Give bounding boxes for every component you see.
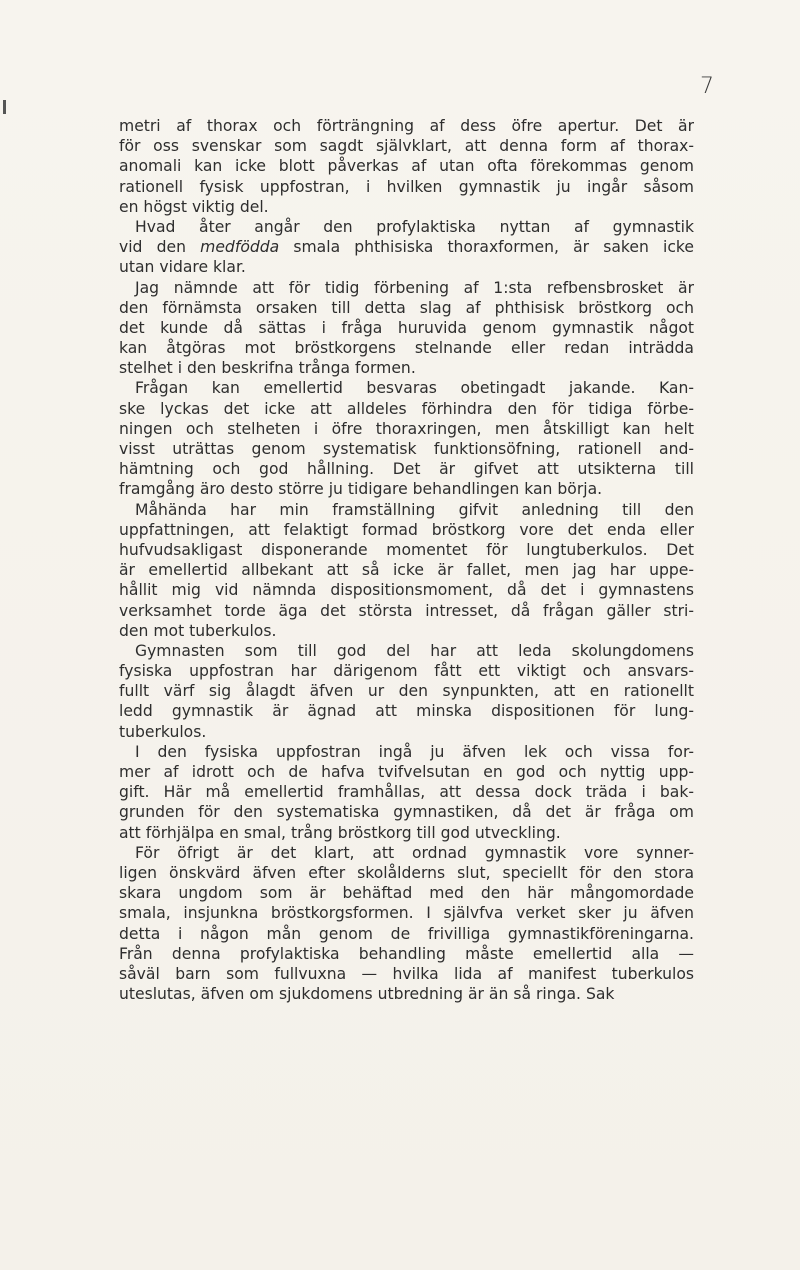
text-line: detta i någon mån genom de frivilliga gymnastikföreningarna. (119, 924, 694, 943)
text-line: ske lyckas det icke att alldeles förhindra den för tidiga förbe- (119, 399, 694, 418)
text-line: visst uträttas genom systematisk funktionsöfning, rationell and- (119, 440, 694, 458)
text-line: hållit mig vid nämnda dispositionsmoment, då det i gymnastens (119, 581, 694, 600)
text-line: Från denna profylaktiska behandling måste emellertid alla — (119, 944, 694, 963)
text-line: Gymnasten som till god del har att leda skolungdomens (135, 641, 694, 660)
text-line: fysiska uppfostran har därigenom fått ett viktigt och ansvars- (119, 662, 694, 681)
text-line: uppfattningen, att felaktigt formad bröstkorg vore det enda eller (119, 520, 694, 539)
text-line: framgång äro desto större ju tidigare behandlingen kan börja. (119, 480, 603, 499)
text-line: mer af idrott och de hafva tvifvelsutan en god och nyttig upp- (119, 763, 694, 781)
body-text (119, 116, 694, 1004)
text-line: smala, insjunkna bröstkorgsformen. I självfva verket sker ju äfven (119, 904, 694, 923)
text-line: grunden för den systematiska gymnastiken, då det är fråga om (119, 803, 694, 822)
text-line: För öfrigt är det klart, att ordnad gymnastik vore synner- (135, 843, 694, 862)
text-line: utan vidare klar. (119, 258, 246, 277)
text-line: kan åtgöras mot bröstkorgens stelnande eller redan inträdda (119, 339, 694, 358)
text-line: I den fysiska uppfostran ingå ju äfven lek och vissa for- (135, 742, 694, 761)
text-line: fullt värf sig ålagdt äfven ur den synpunkten, att en rationellt (119, 682, 694, 701)
text-line: skara ungdom som är behäftad med den här mångomordade (119, 884, 694, 903)
text-line: tuberkulos. (119, 722, 207, 741)
text-line: en högst viktig del. (119, 197, 269, 216)
text-line: det kunde då sättas i fråga huruvida genom gymnastik något (119, 318, 694, 337)
text-line: metri af thorax och förträngning af dess öfre apertur. Det är (119, 117, 694, 135)
text-line: att förhjälpa en smal, trång bröstkorg till god utveckling. (119, 823, 561, 842)
text-line (119, 237, 694, 257)
text-line: Hvad åter angår den profylaktiska nyttan af gymnastik (135, 217, 694, 236)
text-line: såväl barn som fullvuxna — hvilka lida af manifest tuberkulos (119, 964, 694, 983)
text-line: anomali kan icke blott påverkas af utan ofta förekommas genom (119, 157, 694, 176)
text-line: gift. Här må emellertid framhållas, att dessa dock träda i bak- (119, 783, 694, 802)
text-line: Jag nämnde att för tidig förbening af 1:sta refbensbrosket är (135, 278, 694, 297)
text-fragment: smala phthisiska thoraxformen, är saken icke (279, 238, 694, 257)
text-line: verksamhet torde äga det största intresset, då frågan gäller stri- (119, 601, 694, 620)
text-line: stelhet i den beskrifna trånga formen. (119, 359, 416, 378)
text-line: den mot tuberkulos. (119, 621, 277, 640)
text-line: uteslutas, äfven om sjukdomens utbredning är än så ringa. Sak (119, 985, 615, 1004)
text-fragment: vid den (119, 238, 201, 257)
text-line: den förnämsta orsaken till detta slag af phthisisk bröstkorg och (119, 298, 694, 317)
text-line: ningen och stelheten i öfre thoraxringen, men åtskilligt kan helt (119, 419, 694, 438)
text-line: för oss svenskar som sagdt självklart, att denna form af thorax- (119, 137, 694, 156)
text-line: ligen önskvärd äfven efter skolålderns slut, speciellt för den stora (119, 863, 694, 882)
page-edge-mark (3, 100, 6, 114)
text-line: Måhända har min framställning gifvit anledning till den (135, 500, 694, 519)
text-line: är emellertid allbekant att så icke är fallet, men jag har uppe- (119, 561, 694, 580)
italic-emphasis: medfödda (200, 238, 280, 257)
text-line: hufvudsakligast disponerande momentet för lungtuberkulos. Det (119, 540, 694, 559)
text-line: ledd gymnastik är ägnad att minska dispositionen för lung- (119, 702, 694, 721)
text-line: Frågan kan emellertid besvaras obetingadt jakande. Kan- (135, 379, 694, 398)
text-line: hämtning och god hållning. Det är gifvet att utsikterna till (119, 460, 694, 479)
text-line: rationell fysisk uppfostran, i hvilken gymnastik ju ingår såsom (119, 177, 694, 196)
page-number: 7 (700, 74, 714, 99)
